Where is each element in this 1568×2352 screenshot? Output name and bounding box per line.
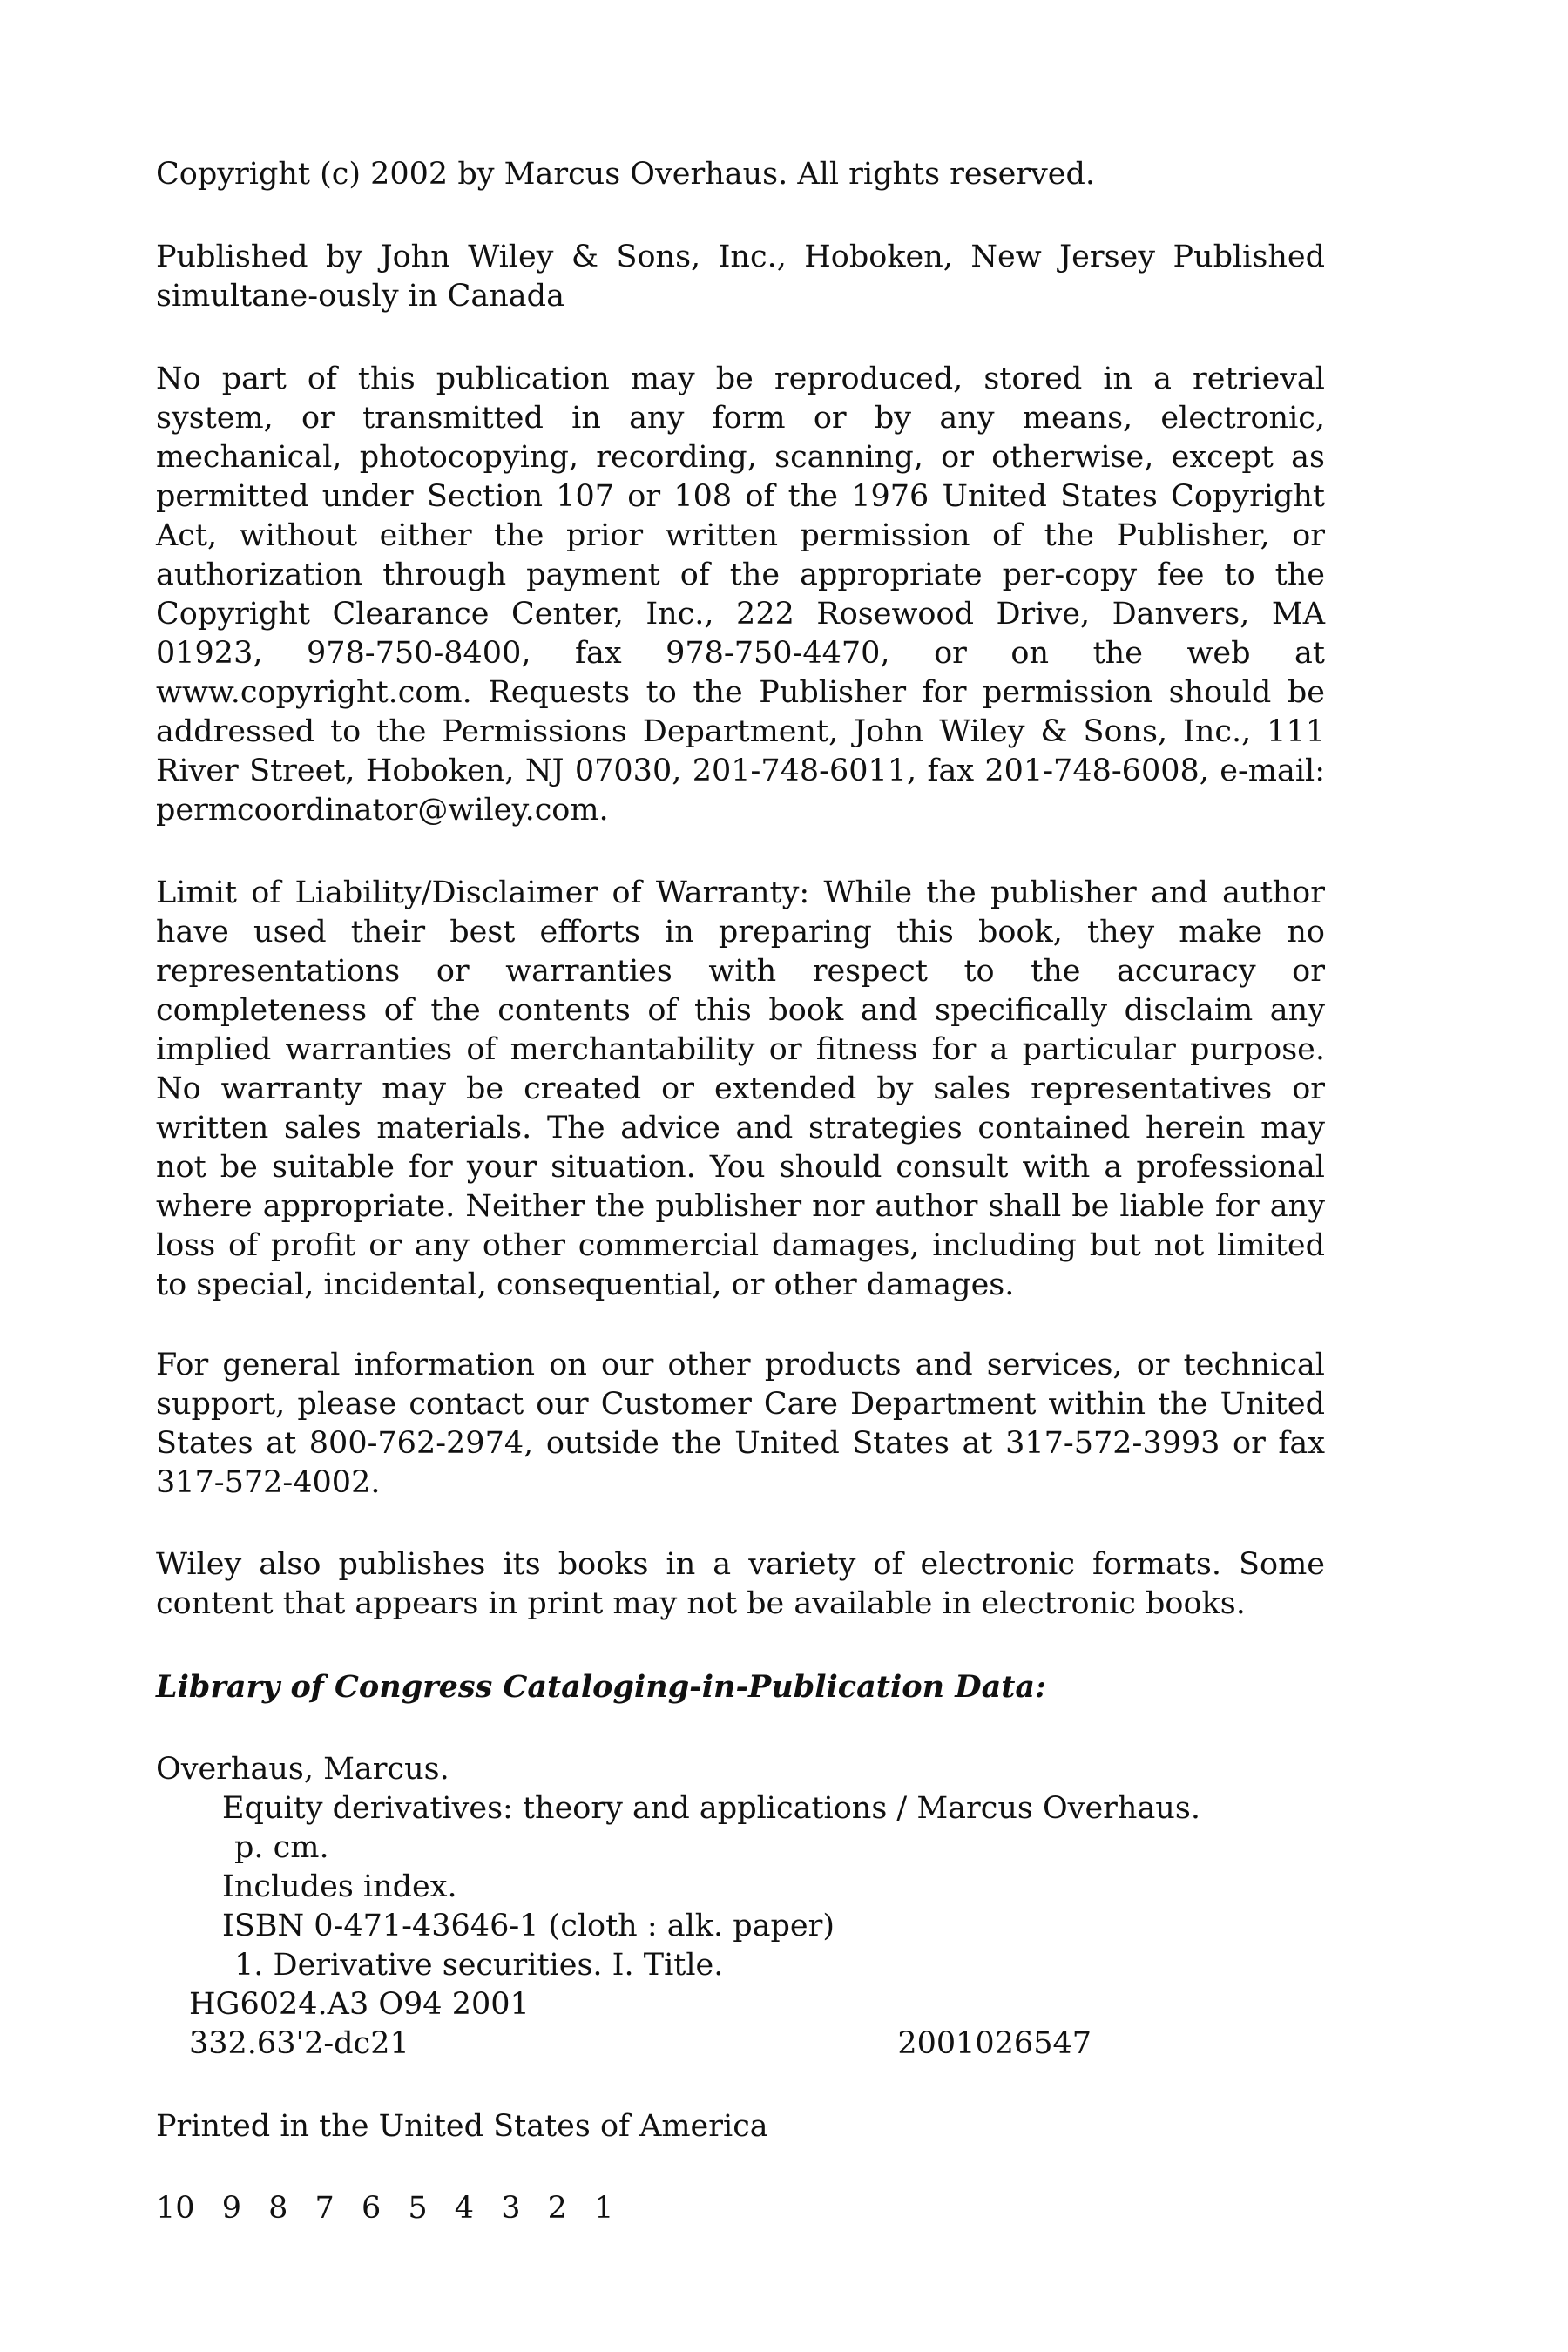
cip-lc-class: HG6024.A3 O94 2001 [189, 1987, 530, 2022]
printing-number: 4 [454, 2191, 475, 2226]
printing-number: 8 [268, 2191, 288, 2226]
printing-number: 3 [501, 2191, 521, 2226]
cip-record [156, 1750, 1325, 2064]
cip-index: Includes index. [222, 1869, 457, 1904]
cip-heading: Library of Congress Cataloging-in-Publication Data: [156, 1669, 1047, 1705]
publisher-notice: Published by John Wiley & Sons, Inc., Hoboken, New Jersey Published simultane-ously in Canada [156, 240, 1325, 314]
printing-number-line [156, 2189, 1325, 2228]
printing-number: 10 [156, 2191, 195, 2226]
printing-number: 5 [408, 2191, 428, 2226]
cip-dewey: 332.63'2-dc21 [189, 2026, 409, 2061]
electronic-formats-notice: Wiley also publishes its books in a variety of electronic formats. Some content that appears in print may not be available in electronic books. [156, 1547, 1325, 1621]
liability-disclaimer: Limit of Liability/Disclaimer of Warranty: While the publisher and author have used their best efforts in preparing this book, they make no representations or warranties with respect to the accuracy or completeness of the contents of this book and specifically disclaim any implied warranties of merchantability or fitness for a particular purpose. No warranty may be created or extended by sales representatives or written sales materials. The advice and strategies contained herein may not be suitable for your situation. You should consult with a professional where appropriate. Neither the publisher nor author shall be liable for any loss of profit or any other commercial damages, including but not limited to special, incidental, consequential, or other damages. [156, 875, 1325, 1302]
printing-number: 1 [594, 2191, 614, 2226]
cip-lccn: 2001026547 [897, 2026, 1092, 2061]
cip-subject: 1. Derivative securities. I. Title. [234, 1948, 724, 1983]
printing-number: 7 [314, 2191, 335, 2226]
customer-care-notice: For general information on our other products and services, or technical support, please contact our Customer Care Department within the United States at 800-762-2974, outside the United States at 317-572-3993 or fax 317-572-4002. [156, 1348, 1325, 1500]
cip-author: Overhaus, Marcus. [156, 1752, 449, 1787]
copyright-page [156, 155, 1325, 2228]
copyright-notice: Copyright (c) 2002 by Marcus Overhaus. All rights reserved. [156, 157, 1096, 192]
printing-number: 9 [221, 2191, 241, 2226]
printing-number: 2 [547, 2191, 567, 2226]
permissions-notice: No part of this publication may be reproduced, stored in a retrieval system, or transmitted in any form or by any means, electronic, mechanical, photocopying, recording, scanning, or otherwise, except as permitted under Section 107 or 108 of the 1976 United States Copyright Act, without either the prior written permission of the Publisher, or authorization through payment of the appropriate per-copy fee to the Copyright Clearance Center, Inc., 222 Rosewood Drive, Danvers, MA 01923, 978-750-8400, fax 978-750-4470, or on the web at www.copyright.com. Requests to the Publisher for permission should be addressed to the Permissions Department, John Wiley & Sons, Inc., 111 River Street, Hoboken, NJ 07030, 201-748-6011, fax 201-748-6008, e-mail: permcoordinator@wiley.com. [156, 362, 1325, 828]
cip-classification-row [156, 2024, 1325, 2064]
cip-isbn: ISBN 0-471-43646-1 (cloth : alk. paper) [222, 1909, 835, 1943]
cip-pages: p. cm. [234, 1830, 329, 1865]
cip-book-title: Equity derivatives: theory and applications / Marcus Overhaus. [222, 1791, 1200, 1826]
printed-in: Printed in the United States of America [156, 2109, 768, 2144]
printing-number: 6 [361, 2191, 382, 2226]
